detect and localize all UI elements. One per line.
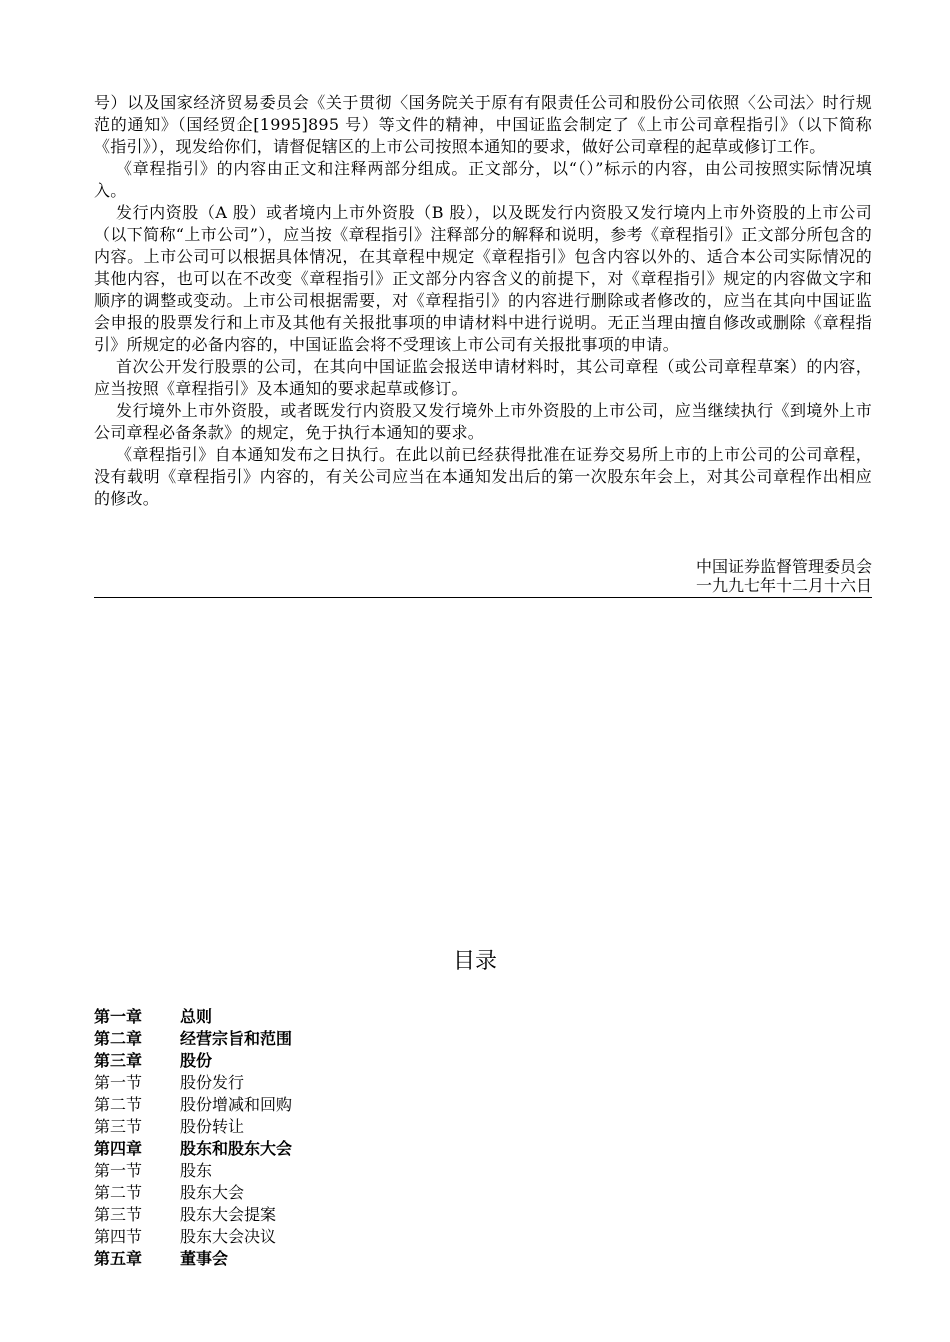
toc-entry[interactable] bbox=[94, 1116, 292, 1138]
toc-entry-number: 第四章 bbox=[94, 1139, 143, 1158]
toc-entry-title: 股份转让 bbox=[180, 1117, 245, 1136]
toc-entry-title: 股东和股东大会 bbox=[180, 1139, 293, 1158]
signature-date: 一九九七年十二月十六日 bbox=[695, 576, 872, 595]
toc-entry[interactable] bbox=[94, 1138, 292, 1160]
toc-entry-title: 总则 bbox=[180, 1007, 213, 1026]
paragraph: 《章程指引》的内容由正文和注释两部分组成。正文部分，以“（）”标示的内容，由公司按照实际情况填入。 bbox=[94, 159, 872, 200]
toc-entry[interactable] bbox=[94, 1248, 292, 1270]
toc-entry[interactable] bbox=[94, 1160, 292, 1182]
toc-entry-title: 股东大会 bbox=[180, 1183, 245, 1202]
toc-entry-number: 第一章 bbox=[94, 1007, 143, 1026]
toc-entry[interactable] bbox=[94, 1204, 292, 1226]
toc-entry[interactable] bbox=[94, 1006, 292, 1028]
paragraph: 首次公开发行股票的公司，在其向中国证监会报送申请材料时，其公司章程（或公司章程草案）的内容，应当按照《章程指引》及本通知的要求起草或修订。 bbox=[94, 357, 872, 398]
toc-entry-number: 第一节 bbox=[94, 1073, 143, 1092]
toc-entry[interactable] bbox=[94, 1028, 292, 1050]
paragraph: 发行境外上市外资股，或者既发行内资股又发行境外上市外资股的上市公司，应当继续执行《到境外上市公司章程必备条款》的规定，免于执行本通知的要求。 bbox=[94, 401, 872, 442]
toc-entry-number: 第一节 bbox=[94, 1161, 143, 1180]
toc-entry-title: 经营宗旨和范围 bbox=[180, 1029, 293, 1048]
toc-entry-title: 股份发行 bbox=[180, 1073, 245, 1092]
signature-block bbox=[696, 557, 872, 595]
signature-org: 中国证券监督管理委员会 bbox=[695, 557, 872, 576]
toc-entry-number: 第二章 bbox=[94, 1029, 143, 1048]
toc-entry-number: 第四节 bbox=[94, 1227, 143, 1246]
paragraph: 《章程指引》自本通知发布之日执行。在此以前已经获得批准在证券交易所上市的上市公司的公司章程，没有载明《章程指引》内容的，有关公司应当在本通知发出后的第一次股东年会上，对其公司章程作出相应的修改。 bbox=[94, 445, 872, 508]
toc-entry-number: 第五章 bbox=[94, 1249, 143, 1268]
toc-entry-number: 第三章 bbox=[94, 1051, 143, 1070]
divider-line bbox=[94, 597, 872, 598]
toc-entry-title: 股东 bbox=[180, 1161, 213, 1180]
toc-entry-number: 第三节 bbox=[94, 1117, 143, 1136]
toc-entry-number: 第三节 bbox=[94, 1205, 143, 1224]
toc-entry-title: 股东大会决议 bbox=[180, 1227, 277, 1246]
table-of-contents bbox=[94, 1006, 292, 1270]
toc-entry[interactable] bbox=[94, 1226, 292, 1248]
toc-entry-number: 第二节 bbox=[94, 1095, 143, 1114]
toc-entry[interactable] bbox=[94, 1072, 292, 1094]
toc-entry-number: 第二节 bbox=[94, 1183, 143, 1202]
paragraph: 号）以及国家经济贸易委员会《关于贯彻〈国务院关于原有有限责任公司和股份公司依照〈公司法〉时行规范的通知》（国经贸企[1995]895 号）等文件的精神，中国证监会制定了《上市公司章程指引》（以下简称《指引》），现发给你们，请督促辖区的上市公司按照本通知的要求，做好公司章程的起草或修订工作。 bbox=[94, 93, 872, 156]
toc-entry[interactable] bbox=[94, 1094, 292, 1116]
toc-entry-title: 股东大会提案 bbox=[180, 1205, 277, 1224]
paragraph: 发行内资股（A 股）或者境内上市外资股（B 股），以及既发行内资股又发行境内上市外资股的上市公司（以下简称“上市公司”），应当按《章程指引》注释部分的解释和说明，参考《章程指引》正文部分所包含的内容。上市公司可以根据具体情况，在其章程中规定《章程指引》包含内容以外的、适合本公司实际情况的其他内容，也可以在不改变《章程指引》正文部分内容含义的前提下，对《章程指引》规定的内容做文字和顺序的调整或变动。上市公司根据需要，对《章程指引》的内容进行删除或者修改的，应当在其向中国证监会申报的股票发行和上市及其他有关报批事项的申请材料中进行说明。无正当理由擅自修改或删除《章程指引》所规定的必备内容的，中国证监会将不受理该上市公司有关报批事项的申请。 bbox=[94, 203, 872, 354]
toc-entry-title: 股份 bbox=[180, 1051, 213, 1070]
notice-body bbox=[94, 92, 872, 510]
toc-entry-title: 董事会 bbox=[180, 1249, 229, 1268]
toc-title: 目录 bbox=[452, 949, 497, 974]
toc-entry-title: 股份增减和回购 bbox=[180, 1095, 293, 1114]
toc-entry[interactable] bbox=[94, 1182, 292, 1204]
toc-entry[interactable] bbox=[94, 1050, 292, 1072]
